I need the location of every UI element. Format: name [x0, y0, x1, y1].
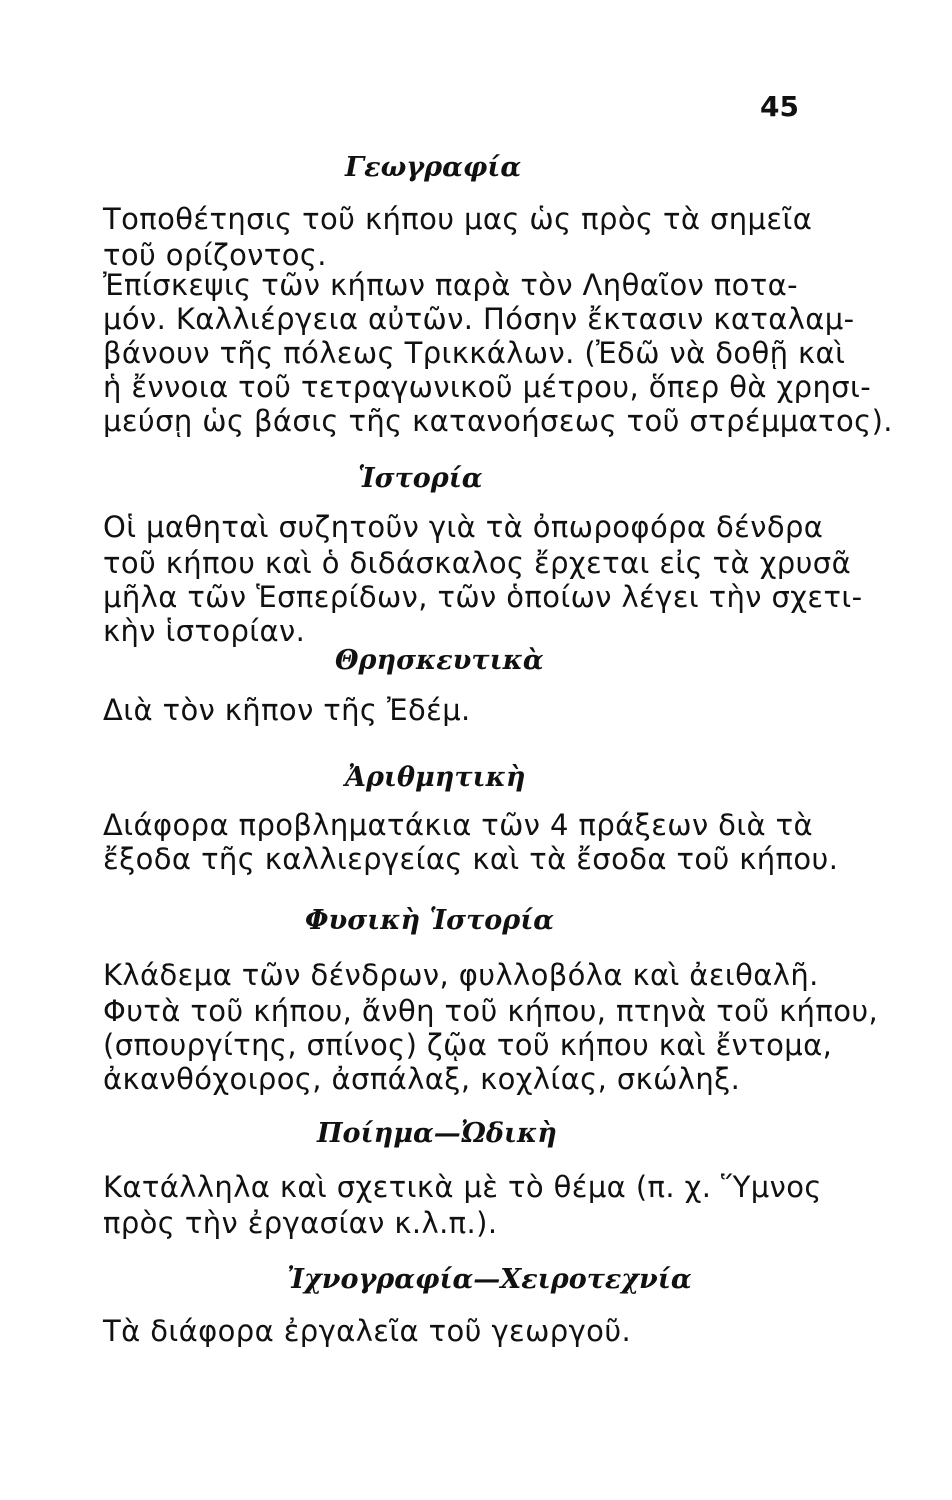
- text-line: τοῦ ορίζοντος.: [103, 238, 327, 272]
- text-line: (σπουργίτης, σπίνος) ζῷα τοῦ κήπου καὶ ἔντομα,: [103, 1028, 833, 1062]
- text-line: ἡ ἔννοια τοῦ τετραγωνικοῦ μέτρου, ὅπερ θὰ χρησι-: [103, 370, 872, 404]
- text-line: Κατάλληλα καὶ σχετικὰ μὲ τὸ θέμα (π. χ. Ὕμνος: [103, 1170, 822, 1204]
- page-number: 45: [760, 90, 799, 123]
- text-line: μῆλα τῶν Ἑσπερίδων, τῶν ὁποίων λέγει τὴν σχετι-: [103, 580, 863, 614]
- text-line: ἀκανθόχοιρος, ἀσπάλαξ, κοχλίας, σκώληξ.: [103, 1062, 741, 1096]
- text-line: Ἐπίσκεψις τῶν κήπων παρὰ τὸν Ληθαῖον ποτα-: [103, 268, 799, 302]
- text-line: Κλάδεμα τῶν δένδρων, φυλλοβόλα καὶ ἀειθαλῆ.: [103, 958, 819, 992]
- section-heading-religion: Θρησκευτικὰ: [335, 645, 544, 676]
- text-line: Τὰ διάφορα ἐργαλεῖα τοῦ γεωργοῦ.: [103, 1314, 632, 1348]
- text-line: Διάφορα προβληματάκια τῶν 4 πράξεων διὰ τὰ: [103, 808, 814, 842]
- section-heading-drawing-handicraft: Ἰχνογραφία—Χειροτεχνία: [287, 1264, 692, 1295]
- text-line: μόν. Καλλιέργεια αὐτῶν. Πόσην ἔκτασιν καταλαμ-: [103, 302, 855, 336]
- text-line: τοῦ κήπου καὶ ὁ διδάσκαλος ἔρχεται εἰς τὰ χρυσᾶ: [103, 546, 852, 580]
- text-line: βάνουν τῆς πόλεως Τρικκάλων. (Ἐδῶ νὰ δοθῇ καὶ: [103, 336, 846, 370]
- text-line: ἔξοδα τῆς καλλιεργείας καὶ τὰ ἔσοδα τοῦ κήπου.: [103, 842, 839, 876]
- text-line: Τοποθέτησις τοῦ κήπου μας ὡς πρὸς τὰ σημεῖα: [103, 202, 813, 236]
- section-heading-natural-history: Φυσικὴ Ἱστορία: [305, 905, 555, 936]
- section-heading-history: Ἱστορία: [358, 463, 483, 494]
- section-heading-arithmetic: Ἀριθμητικὴ: [345, 762, 526, 793]
- text-line: Οἱ μαθηταὶ συζητοῦν γιὰ τὰ ὀπωροφόρα δένδρα: [103, 510, 824, 544]
- text-line: Διὰ τὸν κῆπον τῆς Ἐδέμ.: [103, 693, 471, 727]
- text-line: πρὸς τὴν ἐργασίαν κ.λ.π.).: [103, 1206, 498, 1240]
- section-heading-geography: Γεωγραφία: [345, 152, 522, 183]
- text-line: Φυτὰ τοῦ κήπου, ἄνθη τοῦ κήπου, πτηνὰ τοῦ κήπου,: [103, 994, 879, 1028]
- section-heading-poem-singing: Ποίημα—Ὠδικὴ: [317, 1118, 557, 1149]
- text-line: κὴν ἱστορίαν.: [103, 614, 306, 648]
- text-line: μεύσῃ ὡς βάσις τῆς κατανοήσεως τοῦ στρέμματος).: [103, 404, 893, 438]
